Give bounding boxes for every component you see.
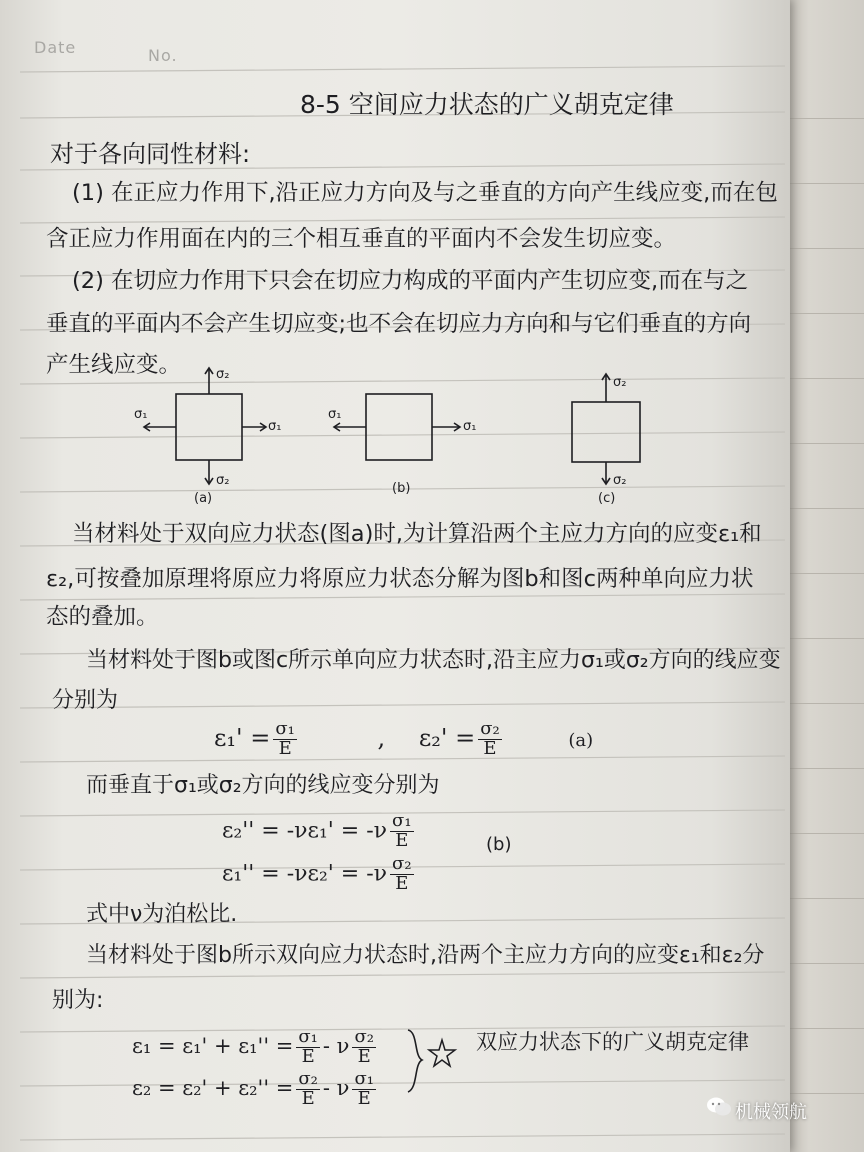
uniaxial-line1: 当材料处于图b或图c所示单向应力状态时,沿主应力σ₁或σ₂方向的线应变 [86,648,781,673]
label-a-sigma1-left: σ₁ [134,407,148,422]
intro-text: 对于各向同性材料: [50,140,251,168]
equation-b-line2: ε₁'' = -νε₂' = -ν $\frac{\text{σ₂}}{E}$ [222,853,412,894]
perp-text: 而垂直于σ₁或σ₂方向的线应变分别为 [86,773,440,798]
label-b-sigma1-right: σ₁ [463,419,477,434]
label-c-sigma2-bottom: σ₂ [613,473,627,488]
label-c-sigma2-top: σ₂ [613,375,627,390]
brace-and-star [404,1026,464,1096]
number-label: No. [148,46,178,65]
eq-c-note: 双应力状态下的广义胡克定律 [476,1030,749,1054]
point2-line2: 垂直的平面内不会产生切应变;也不会在切应力方向和与它们垂直的方向 [46,311,752,337]
eq-b-tag: (b) [486,834,512,855]
eq-a-lhs1: ε₁' = [214,723,271,752]
equation-c-line1: ε₁ = ε₁' + ε₁'' = $\frac{\text{σ₁}}{E}$ - ν $\frac{\text{σ₂}}{E}$ [132,1026,374,1067]
equation-a [214,720,593,759]
label-a-sigma2-bottom: σ₂ [216,473,230,488]
eq-a-tag: (a) [568,729,594,751]
biaxial-line2: ε₂,可按叠加原理将原应力将原应力状态分解为图b和图c两种单向应力状 [46,566,754,592]
element-a [176,394,242,460]
eq-a-frac2: $\frac{\text{σ₂}}{E}$ [480,718,500,759]
final-line2: 别为: [52,988,104,1013]
star-icon [429,1040,455,1066]
eq-a-sep: , [377,723,386,752]
label-a-sigma1-right: σ₁ [268,419,282,434]
equation-c-line2: ε₂ = ε₂' + ε₂'' = $\frac{\text{σ₂}}{E}$ - ν $\frac{\text{σ₁}}{E}$ [132,1068,374,1109]
right-brace-icon [408,1030,422,1092]
biaxial-line1: 当材料处于双向应力状态(图a)时,为计算沿两个主应力方向的应变ε₁和 [72,521,762,547]
uniaxial-line2: 分别为 [52,688,119,713]
page-title: 8-5 空间应力状态的广义胡克定律 [300,90,674,119]
final-line1: 当材料处于图b所示双向应力状态时,沿两个主应力方向的应变ε₁和ε₂分 [86,943,765,968]
label-c: (c) [598,491,616,506]
watermark-text: 机械领航 [735,1102,807,1123]
date-label: Date [34,38,77,57]
element-b [366,394,432,460]
adjacent-page [785,0,864,1152]
poisson-text: 式中ν为泊松比. [86,902,238,927]
point2-line3: 产生线应变。 [46,352,182,378]
equation-b-line1: ε₂'' = -νε₁' = -ν $\frac{\text{σ₁}}{E}$ [222,810,412,851]
point1-line2: 含正应力作用面在内的三个相互垂直的平面内不会发生切应变。 [46,226,677,252]
element-c [572,402,640,462]
eq-a-frac1: $\frac{\text{σ₁}}{E}$ [275,718,295,759]
label-b: (b) [392,481,411,496]
wechat-icon [706,1096,732,1118]
label-a: (a) [194,491,213,506]
eq-a-lhs2: ε₂' = [418,723,476,752]
label-a-sigma2-top: σ₂ [216,367,230,382]
point1-line1: (1) 在正应力作用下,沿正应力方向及与之垂直的方向产生线应变,而在包 [72,180,778,206]
label-b-sigma1-left: σ₁ [328,407,342,422]
point2-line1: (2) 在切应力作用下只会在切应力构成的平面内产生切应变,而在与之 [72,268,749,294]
stress-figure [120,360,680,510]
biaxial-line3: 态的叠加。 [46,604,159,630]
